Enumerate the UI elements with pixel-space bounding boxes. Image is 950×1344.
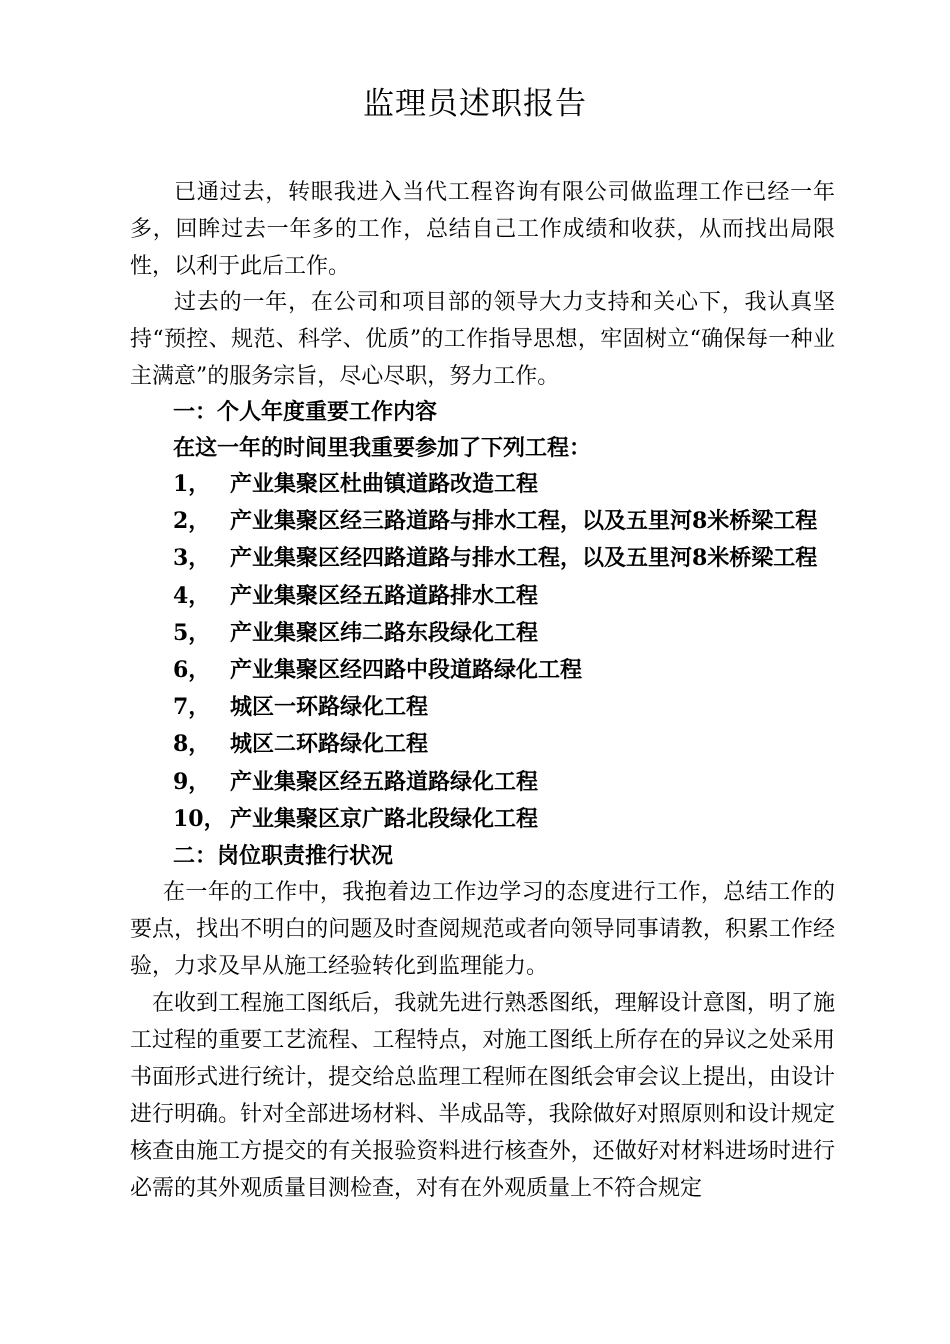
list-item (173, 652, 817, 689)
paragraph-4: 在收到工程施工图纸后，我就先进行熟悉图纸，理解设计意图，明了施工过程的重要工艺流程、工程特点，对施工图纸上所存在的异议之处采用书面形式进行统计，提交给总监理工程师在图纸会审会议上提出，由设计进行明确。针对全部进场材料、半成品等，我除做好对照原则和设计规定核查由施工方提交的有关报验资料进行核查外，还做好对材料进场时进行必需的其外观质量目测检查，对有在外观质量上不符合规定 (130, 991, 835, 1201)
list-item-name: 产业集聚区京广路北段绿化工程 (230, 805, 539, 832)
list-item-name: 城区一环路绿化工程 (230, 694, 429, 721)
section-2-heading: 二：岗位职责推行状况 (173, 843, 394, 869)
list-item-number: 9， (173, 768, 211, 795)
document-title: 监理员述职报告 (363, 86, 587, 122)
list-item-name: 产业集聚区经四路道路与排水工程，以及五里河8米桥梁工程 (230, 545, 818, 572)
list-item-number: 4， (173, 582, 211, 609)
list-item-name: 产业集聚区经五路道路绿化工程 (230, 768, 539, 795)
list-item-number: 3， (173, 545, 211, 572)
list-item-name: 产业集聚区经三路道路与排水工程，以及五里河8米桥梁工程 (230, 508, 818, 535)
section-1-lead: 在这一年的时间里我重要参加了下列工程： (173, 435, 592, 461)
list-item (173, 540, 817, 577)
paragraph-2: 过去的一年，在公司和项目部的领导大力支持和关心下，我认真坚持“预控、规范、科学、优质”的工作指导思想，牢固树立“确保每一种业主满意”的服务宗旨，尽心尽职，努力工作。 (130, 290, 835, 389)
list-item-number: 10， (173, 805, 226, 832)
list-item-number: 7， (173, 694, 211, 721)
list-item (173, 615, 817, 652)
list-item (173, 726, 817, 763)
list-item (173, 578, 817, 615)
list-item (173, 801, 817, 838)
section-1-heading: 一：个人年度重要工作内容 (173, 399, 438, 425)
list-item-name: 城区二环路绿化工程 (230, 731, 429, 758)
list-item-name: 产业集聚区杜曲镇道路改造工程 (230, 471, 539, 497)
list-item (173, 466, 817, 503)
list-item-name: 产业集聚区纬二路东段绿化工程 (230, 619, 539, 646)
intro-paragraph: 已通过去，转眼我进入当代工程咨询有限公司做监理工作已经一年多，回眸过去一年多的工作，总结自己工作成绩和收获，从而找出局限性，以利于此后工作。 (130, 180, 835, 279)
list-item (173, 503, 817, 540)
list-item-number: 5， (173, 619, 211, 646)
list-item-number: 1， (173, 471, 211, 497)
list-item-name: 产业集聚区经五路道路排水工程 (230, 582, 539, 609)
paragraph-3: 在一年的工作中，我抱着边工作边学习的态度进行工作，总结工作的要点，找出不明白的问题及时查阅规范或者向领导同事请教，积累工作经验，力求及早从施工经验转化到监理能力。 (130, 880, 835, 979)
list-item (173, 689, 817, 726)
list-item (173, 764, 817, 801)
project-list (173, 466, 817, 838)
list-item-name: 产业集聚区经四路中段道路绿化工程 (230, 656, 583, 683)
list-item-number: 8， (173, 731, 211, 758)
list-item-number: 6， (173, 656, 211, 683)
list-item-number: 2， (173, 508, 211, 535)
